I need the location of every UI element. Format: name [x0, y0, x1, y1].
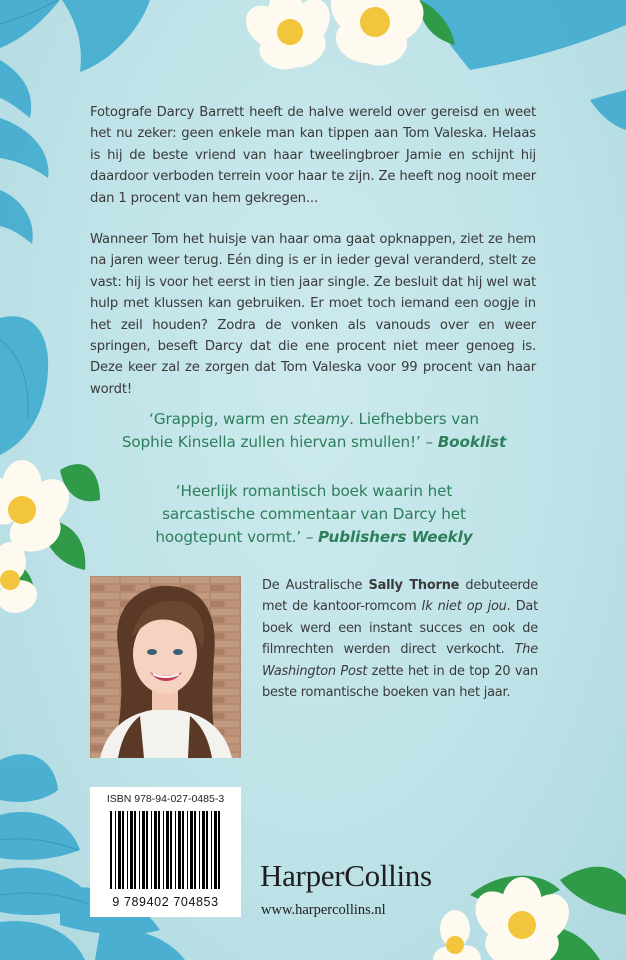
bio-text: debuteerde met de kantoor-romcom — [262, 578, 538, 615]
barcode-bar — [182, 811, 184, 889]
barcode-bar — [170, 811, 172, 889]
quote-text: sarcastische commentaar van Darcy het — [162, 505, 466, 523]
publisher-url[interactable]: www.harpercollins.nl — [261, 902, 386, 918]
bio-text: zette het in de top 20 van beste romantische boeken van het jaar. — [262, 663, 539, 701]
blurb-paragraph-1: Fotografe Darcy Barrett heeft de halve wereld over gereisd en weet het nu zeker: geen enkele man kan tippen aan Tom Valeska. Helaas is hij de beste vriend van haar tweelingbroer Jamie en schijnt hij daardoor verboden terrein voor haar te zijn. Ze heeft nog nooit meer dan 1 procent van hem gekregen... — [90, 105, 536, 206]
author-bio — [262, 575, 538, 703]
barcode-bar — [122, 811, 124, 889]
newspaper-name: The Washington Post — [262, 642, 538, 679]
barcode-bar — [178, 811, 181, 889]
quote-text: . Liefhebbers van — [349, 410, 479, 428]
barcode-bar — [211, 811, 212, 889]
barcode-bar — [202, 811, 205, 889]
barcode-bar — [146, 811, 148, 889]
barcode-bar — [127, 811, 128, 889]
debut-title: Ik niet op jou — [421, 599, 507, 615]
isbn-label: ISBN 978-94-027-0485-3 — [106, 793, 225, 805]
barcode-bar — [115, 811, 116, 889]
barcode-bar — [218, 811, 220, 889]
barcode-bar — [206, 811, 208, 889]
quote-source: Publishers Weekly — [318, 528, 473, 546]
barcode-bar — [158, 811, 160, 889]
barcode-bar — [163, 811, 164, 889]
review-quote-booklist — [104, 408, 524, 454]
barcode-bar — [187, 811, 188, 889]
author-photo — [90, 576, 241, 758]
publisher-logo: HarperCollins — [260, 858, 432, 893]
barcode-bar — [151, 811, 152, 889]
barcode-bar — [190, 811, 193, 889]
barcode-bar — [118, 811, 121, 889]
barcode-bar — [199, 811, 200, 889]
review-quote-publishers-weekly — [104, 480, 524, 549]
barcode-bar — [214, 811, 217, 889]
barcode-bar — [166, 811, 169, 889]
barcode-bar — [139, 811, 140, 889]
quote-source: Booklist — [437, 433, 507, 451]
quote-text: Sophie Kinsella zullen hiervan smullen!’ – — [121, 433, 438, 451]
book-blurb — [90, 102, 536, 420]
quote-text: ‘Heerlijk romantisch boek waarin het — [175, 482, 453, 500]
barcode-bar — [175, 811, 176, 889]
barcode-bar — [130, 811, 133, 889]
quote-text: hoogtepunt vormt.’ – — [155, 528, 319, 546]
blurb-paragraph-2: Wanneer Tom het huisje van haar oma gaat opknappen, ziet ze hem na jaren weer terug. Eén ding is er in ieder geval veranderd, stelt ze vast: hij is voor het eerst in tien jaar single. Ze besluit dat hij wel wat hulp met klussen kan gebruiken. Er moet toch iemand een oogje in het zeil houden? Zodra de vonken als vanouds over en weer springen, beseft Darcy dat die ene procent niet meer genoeg is. Deze keer zal ze zorgen dat Tom Valeska voor 99 procent van haar wordt! — [90, 232, 536, 397]
bio-text: De Australische — [262, 578, 369, 593]
barcode-bar — [154, 811, 157, 889]
author-name: Sally Thorne — [368, 578, 460, 593]
author-portrait-illustration — [90, 576, 241, 758]
isbn-digits: 9 789402 704853 — [112, 895, 219, 909]
barcode-bar — [194, 811, 196, 889]
bio-text: . Dat boek werd een instant succes en ook de filmrechten werden direct verkocht. — [262, 599, 538, 658]
isbn-barcode — [90, 787, 241, 917]
quote-text: ‘Grappig, warm en — [149, 410, 294, 428]
barcode-bar — [134, 811, 136, 889]
quote-emphasis: steamy — [293, 410, 350, 428]
barcode-bar — [110, 811, 112, 889]
barcode-bar — [142, 811, 145, 889]
